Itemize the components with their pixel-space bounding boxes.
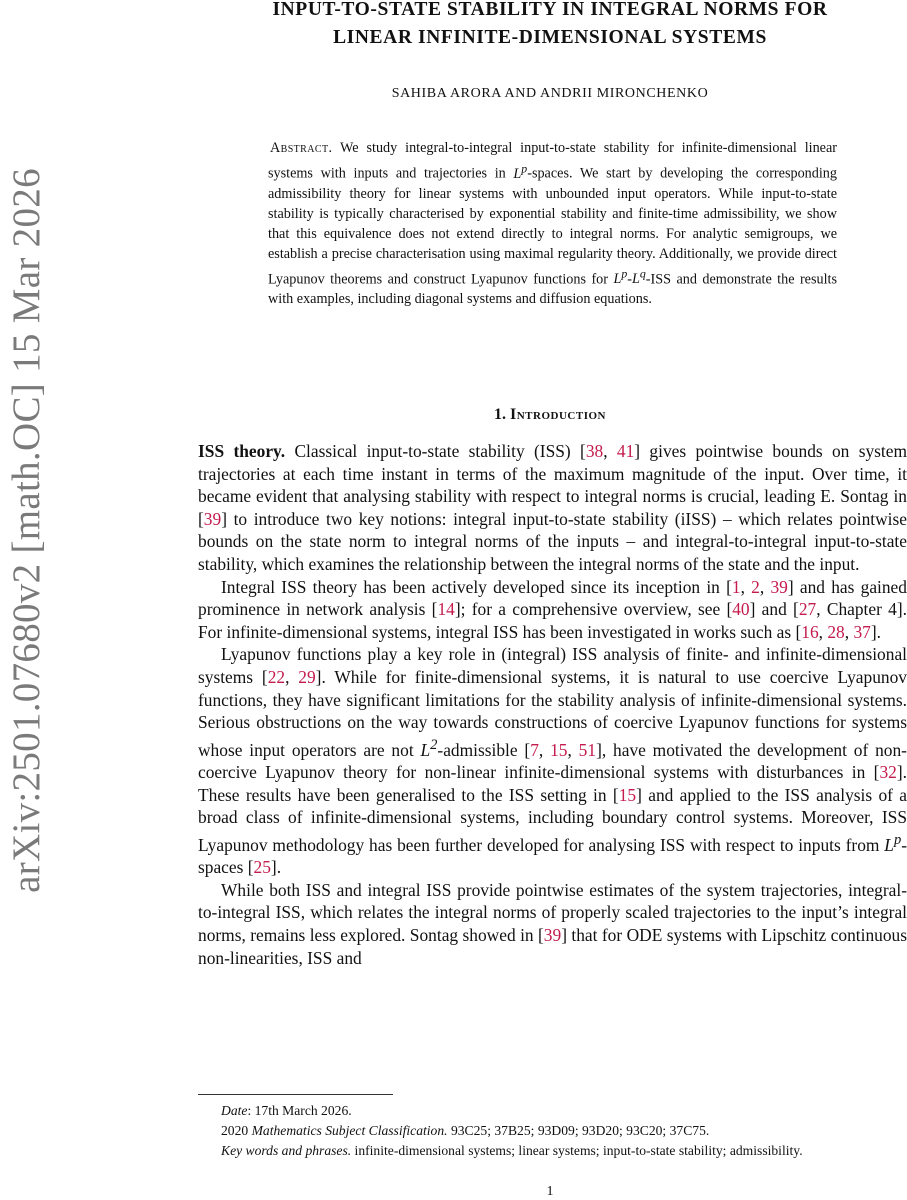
citation-link[interactable]: 38 — [585, 441, 604, 461]
title-line-1: INPUT-TO-STATE STABILITY IN INTEGRAL NORMS FOR — [272, 0, 828, 20]
abstract-text-2: -spaces. We start by developing the corresponding admissibility theory for linear systems with unbounded input operators. While input-to-state stability is typically characterised by exponential stability and finite-time admissibility, we show that this equivalence does not extend directly to integral norms. For analytic semigroups, we establish a precise characterisation using maximal regularity theory. Additionally, we provide direct Lyapunov theorems and construct Lyapunov functions for — [268, 165, 837, 288]
citation-link[interactable]: 25 — [253, 857, 271, 878]
citation-link[interactable]: 39 — [203, 508, 222, 529]
abstract-label: Abstract. — [270, 140, 333, 156]
abstract-math-lp-2: $L^p$ — [613, 266, 628, 288]
citation-link[interactable]: 1 — [731, 576, 741, 597]
paper-authors: SAHIBA ARORA AND ANDRII MIRONCHENKO — [391, 86, 709, 101]
footnote-divider — [198, 1094, 393, 1095]
math-l2: $L^2$ — [420, 736, 438, 760]
arxiv-identifier: arXiv:2501.07680v2 [math.OC] 15 Mar 2026 — [4, 167, 48, 893]
citation-link[interactable]: 32 — [879, 762, 897, 783]
page-number: 1 — [546, 1184, 554, 1199]
citation-link[interactable]: 27 — [798, 599, 817, 620]
citation-link[interactable]: 14 — [437, 599, 455, 620]
paragraph-lyapunov: Lyapunov functions play a key role in (integral) ISS analysis of finite- and infinite-dimensional systems [22, 29]. While for finite-dimensional systems, it is natural to use coercive Lyapunov functions, they have significant limitations for the stability analysis of infinite-dimensional systems. Serious obstructions on the way towards constructions of coercive Lyapunov functions for systems whose input operators are not $L^2$-admissible [7, 15, 51], have motivated the development of non-coercive Lyapunov theory for non-linear infinite-dimensional systems with disturbances in [32]. These results have been generalised to the ISS setting in [15] and applied to the ISS analysis of a broad class of infinite-dimensional systems, including boundary control systems. Moreover, ISS Lyapunov methodology has been further developed for analysing ISS with respect to inputs from $L^p$-spaces [25]. — [198, 644, 907, 878]
abstract-text-1: We study integral-to-integral input-to-state stability for infinite-dimensional linear systems with inputs and trajectories in — [268, 140, 837, 182]
paragraph-iss-theory: ISS theory. Classical input-to-state stability (ISS) [38, 41] gives pointwise bounds on system trajectories at each time instant in terms of the maximum magnitude of the input. Over time, it became evident that analysing stability with respect to integral norms is crucial, leading E. Sontag in [39] to introduce two key notions: integral input-to-state stability (iISS) – which relates pointwise bounds on the state norm to integral norms of the inputs – and integral-to-integral input-to-state stability, which examines the relationship between the integral norms of the state and the input. — [198, 441, 907, 574]
body-text — [198, 440, 907, 969]
footnote-keywords: Key words and phrases. infinite-dimensional systems; linear systems; input-to-state stability; admissibility. — [221, 1143, 803, 1158]
citation-link[interactable]: 39 — [543, 925, 562, 946]
citation-link[interactable]: 22 — [267, 666, 286, 687]
citation-link[interactable]: 39 — [770, 576, 788, 597]
citation-link[interactable]: 15 — [550, 739, 568, 760]
citation-link[interactable]: 2 — [751, 576, 760, 597]
footnote-msc: 2020 Mathematics Subject Classification. 93C25; 37B25; 93D09; 93D20; 93C20; 37C75. — [221, 1123, 710, 1138]
abstract-text-3: -ISS and demonstrate the results with examples, including diagonal systems and diffusion equations. — [268, 271, 837, 308]
abstract-math-lp: $L^p$ — [513, 161, 528, 182]
footnotes — [198, 1101, 907, 1161]
abstract-math-lq: $L^q$ — [631, 266, 646, 288]
citation-link[interactable]: 41 — [616, 441, 635, 461]
paragraph-lead: ISS theory. — [198, 441, 286, 461]
arxiv-sidebar — [2, 150, 50, 910]
section-title: Introduction — [510, 406, 606, 423]
footnote-date: Date: 17th March 2026. — [221, 1103, 352, 1118]
citation-link[interactable]: 16 — [801, 621, 819, 642]
title-line-2: LINEAR INFINITE-DIMENSIONAL SYSTEMS — [333, 27, 767, 48]
citation-link[interactable]: 29 — [298, 666, 316, 687]
section-number: 1. — [494, 406, 507, 423]
citation-link[interactable]: 28 — [827, 621, 845, 642]
abstract: Abstract. We study integral-to-integral input-to-state stability for infinite-dimensional linear systems with inputs and trajectories in $L^p$-spaces. We start by developing the corresponding admissibility theory for linear systems with unbounded input operators. While input-to-state stability is typically characterised by exponential stability and finite-time admissibility, we show that this equivalence does not extend directly to integral norms. For analytic semigroups, we establish a precise characterisation using maximal regularity theory. Additionally, we provide direct Lyapunov theorems and construct Lyapunov functions for $L^p-L^q$-ISS and demonstrate the results with examples, including diagonal systems and diffusion equations. — [268, 140, 837, 308]
citation-link[interactable]: 51 — [578, 739, 597, 760]
citation-link[interactable]: 37 — [853, 621, 871, 642]
citation-link[interactable]: 40 — [732, 599, 750, 620]
paragraph-integral-to-integral: While both ISS and integral ISS provide pointwise estimates of the system trajectories, integral-to-integral ISS, which relates the integral norms of properly scaled trajectories to the input’s integral norms, remains less explored. Sontag showed in [39] that for ODE systems with Lipschitz continuous non-linearities, ISS and — [198, 879, 907, 968]
paragraph-integral-iss: Integral ISS theory has been actively developed since its inception in [1, 2, 39] and has gained prominence in network analysis [14]; for a comprehensive overview, see [40] and [27, Chapter 4]. For infinite-dimensional systems, integral ISS has been investigated in works such as [16, 28, 37]. — [198, 576, 907, 642]
paper-title — [190, 0, 907, 52]
citation-link[interactable]: 7 — [530, 739, 539, 760]
citation-link[interactable]: 15 — [618, 784, 637, 805]
math-lp: $L^p$ — [884, 831, 902, 855]
section-heading — [190, 406, 907, 424]
